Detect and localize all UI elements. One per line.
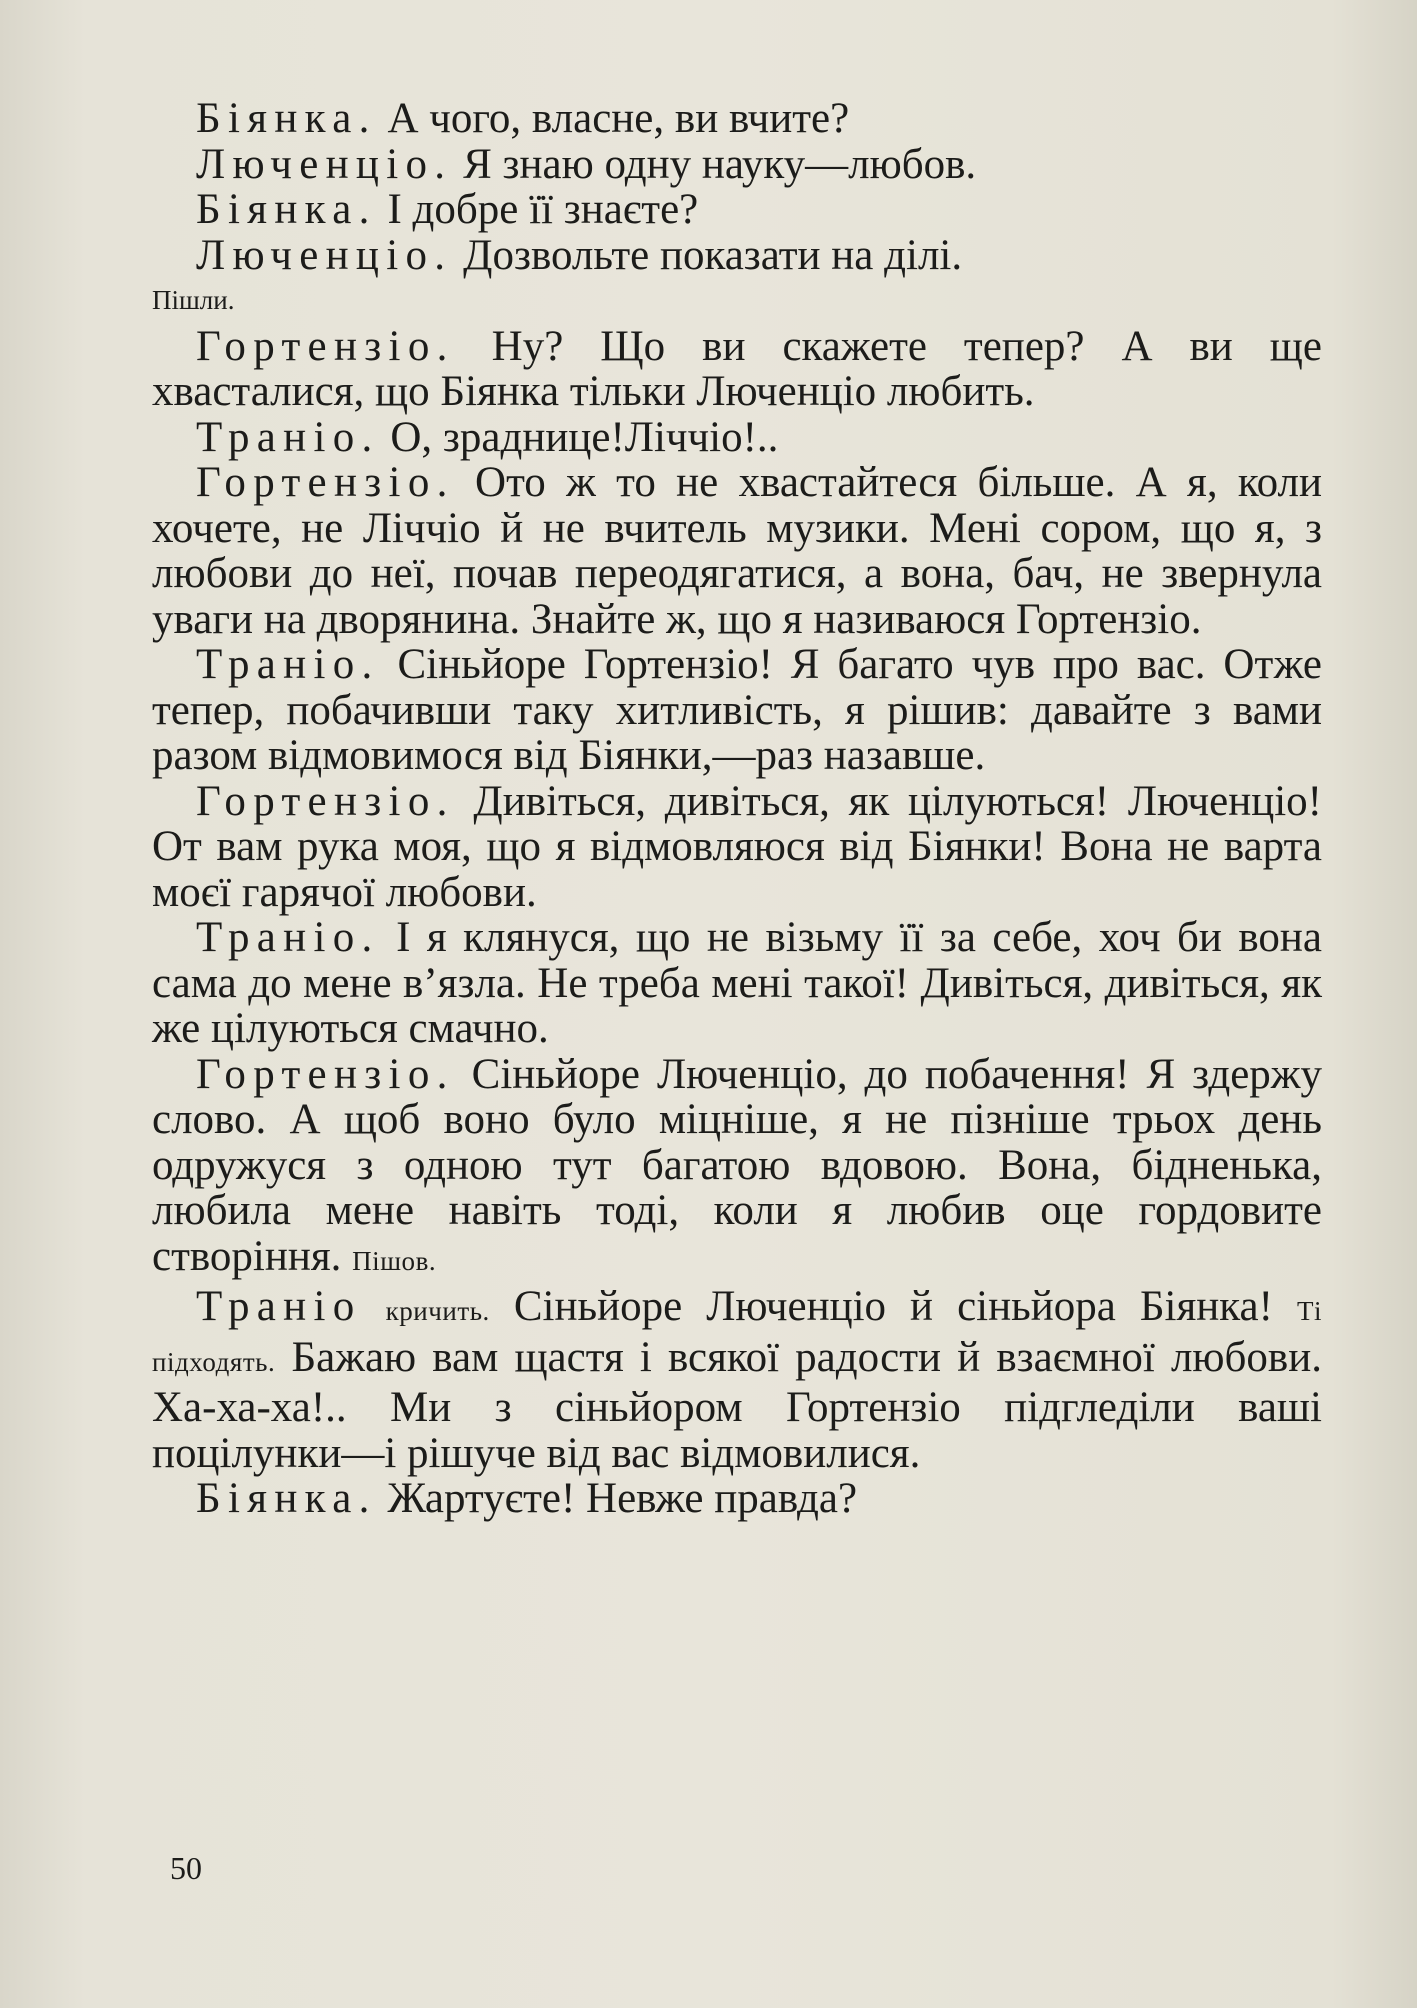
speech-text: Дивіться, дивіться, як цілуються! Люченціо! От вам рука моя, що я відмовляюся від Біянки! Вона не варта моєї гарячої любови. [152, 777, 1322, 916]
dialogue-line [152, 460, 1322, 642]
dialogue-line [152, 187, 1322, 233]
dialogue-line [152, 642, 1322, 779]
speech-text: І добре її знаєте? [387, 186, 699, 233]
speaker-name: Біянка. [196, 186, 377, 233]
stage-direction-inline: кричить. [385, 1296, 490, 1326]
dialogue-line [152, 1284, 1322, 1476]
speaker-name: Гортензіо. [196, 459, 455, 506]
speech-text: Жартуєте! Невже правда? [387, 1475, 858, 1522]
speaker-name: Траніо [196, 1283, 362, 1330]
dialogue-line [152, 324, 1322, 415]
speaker-name: Траніо. [196, 914, 380, 961]
speaker-name: Біянка. [196, 1475, 377, 1522]
dialogue-line [152, 233, 1322, 279]
speech-text: Сіньйоре Люченціо, до побачення! Я здержу слово. А щоб воно було міцніше, я не пізніше трьох день одружуся з одною тут багатою вдовою. Вона, бідненька, любила мене навіть тоді, коли я любив оце гордовите створіння. [152, 1050, 1322, 1280]
dialogue-line [152, 142, 1322, 188]
speaker-name: Люченціо. [196, 140, 453, 188]
dialogue-line [152, 779, 1322, 916]
speech-text: Дозвольте показати на ділі. [463, 231, 963, 279]
speaker-name: Траніо. [196, 413, 380, 461]
speech-text: Ото ж то не хвастайтеся більше. А я, коли хочете, не Ліччіо й не вчитель музики. Мені сором, що я, з любови до неї, почав переодягатися, а вона, бач, не звернула уваги на дворянина. Знайте ж, що я називаюся Гортензіо. [152, 459, 1323, 643]
page-number: 50 [170, 1850, 202, 1886]
dialogue-line [152, 1052, 1322, 1285]
speaker-name: Біянка. [196, 95, 377, 142]
speaker-name: Гортензіо. [196, 777, 455, 825]
speech-text: Сіньйоре Гортензіо! Я багато чув про вас. Отже тепер, побачивши таку хитливість, я рішив: давайте з вами разом відмовимося від Біянки,—раз назавше. [152, 641, 1322, 779]
dialogue-line [152, 96, 1322, 142]
speech-text: А чого, власне, ви вчите? [387, 95, 850, 142]
speech-text: Сіньйоре Люченціо й сіньйора Біянка! [513, 1283, 1273, 1330]
stage-direction-inline: Пішов. [352, 1245, 437, 1276]
dialogue-line [152, 415, 1322, 461]
stage-direction-text: Пішли. [152, 285, 235, 315]
speech-text: О, зраднице!Ліччіо!.. [390, 413, 779, 461]
stage-direction [152, 278, 1322, 324]
dialogue-line [152, 915, 1322, 1052]
stage-direction-inline: Ті підходять. [152, 1296, 1323, 1377]
speaker-name: Траніо. [196, 641, 380, 688]
speaker-name: Гортензіо. [196, 1050, 455, 1098]
dialogue-line [152, 1476, 1322, 1522]
speaker-name: Гортензіо. [196, 322, 455, 370]
speaker-name: Люченціо. [196, 231, 453, 279]
speech-text: І я клянуся, що не візьму її за себе, хоч би вона сама до мене в’язла. Не треба мені такої! Дивіться, дивіться, як же цілуються смачно. [152, 914, 1322, 1052]
speech-text: Бажаю вам щастя і всякої радости й взаємної любови. Ха-ха-ха!.. Ми з сіньйором Гортензіо підгледіли ваші поцілунки—і рішуче від вас відмовилися. [152, 1333, 1322, 1477]
speech-text: Я знаю одну науку—любов. [463, 140, 977, 188]
play-text [152, 96, 1322, 1522]
speech-text: Ну? Що ви скажете тепер? А ви ще хвасталися, що Біянка тільки Люченціо любить. [152, 322, 1322, 415]
